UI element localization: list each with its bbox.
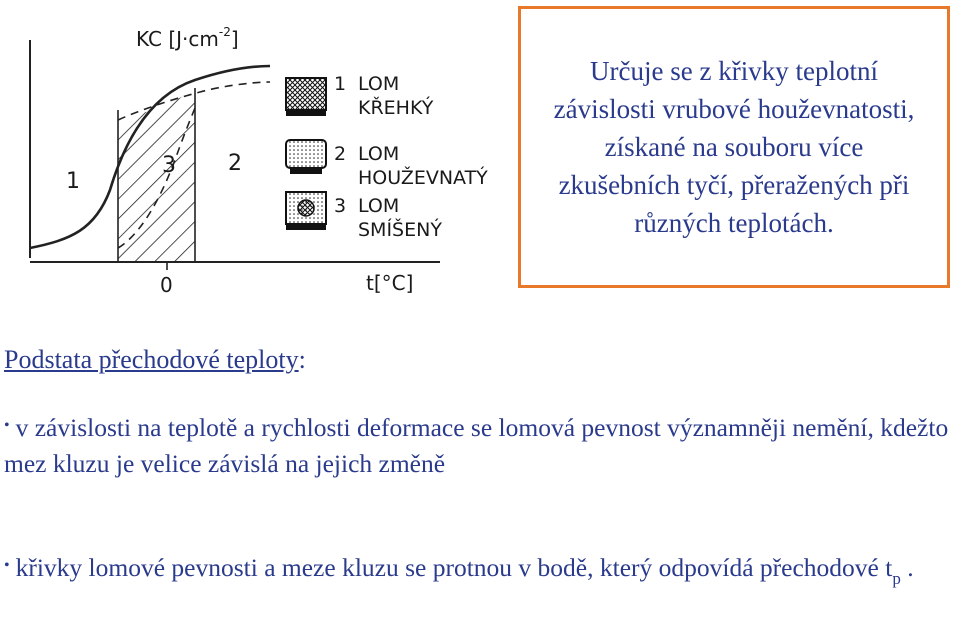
- svg-text:LOM: LOM: [358, 73, 400, 95]
- region-label-1: 1: [66, 169, 80, 194]
- section-title-suffix: :: [298, 345, 306, 374]
- hatched-transition-zone: [118, 90, 195, 262]
- svg-text:LOM: LOM: [358, 143, 400, 165]
- bullet-dot-icon: •: [4, 417, 10, 434]
- svg-text:SMÍŠENÝ: SMÍŠENÝ: [358, 219, 442, 241]
- zero-label: 0: [160, 273, 173, 297]
- bullet-dot-icon: •: [4, 557, 10, 574]
- svg-text:HOUŽEVNATÝ: HOUŽEVNATÝ: [358, 167, 488, 189]
- svg-text:KŘEHKÝ: KŘEHKÝ: [358, 97, 434, 119]
- bullet-item-1: [4, 408, 954, 482]
- transition-temperature-figure: [0, 0, 520, 310]
- info-text: Určuje se z křivky teplotní závislosti vrubové houževnatosti, získané na souboru více zkušebních tyčí, přeražených při různých teplotách.: [553, 56, 915, 238]
- region-label-3: 3: [162, 153, 176, 178]
- section-title-text: Podstata přechodové teploty: [4, 345, 299, 374]
- svg-text:1: 1: [334, 73, 347, 95]
- legend-mixed: [286, 192, 442, 241]
- bullet-text-2: křivky lomové pevnosti a meze kluzu se protnou v bodě, který odpovídá přechodové t: [15, 553, 893, 582]
- section-title: [4, 345, 306, 375]
- y-axis-label: KC $[J\cdot cm^{-2}]$: [136, 25, 239, 51]
- bullet-text-1: v závislosti na teplotě a rychlosti deformace se lomová pevnost významněji nemění, kdežto mez kluzu je velice závislá na jejich změně: [4, 413, 949, 478]
- x-axis-label: t[°C]: [366, 271, 414, 295]
- legend-brittle: [286, 73, 434, 119]
- svg-text:2: 2: [334, 143, 347, 165]
- bullet-item-2: [4, 548, 954, 597]
- bullet-end: .: [907, 553, 914, 582]
- legend-ductile: [286, 140, 488, 189]
- info-box: [518, 6, 950, 288]
- region-label-2: 2: [228, 151, 242, 176]
- svg-text:3: 3: [334, 195, 347, 217]
- brittle-sample-icon: [286, 78, 326, 110]
- ductile-sample-icon: [286, 140, 326, 168]
- subscript-p: p: [892, 569, 901, 588]
- svg-text:LOM: LOM: [358, 195, 400, 217]
